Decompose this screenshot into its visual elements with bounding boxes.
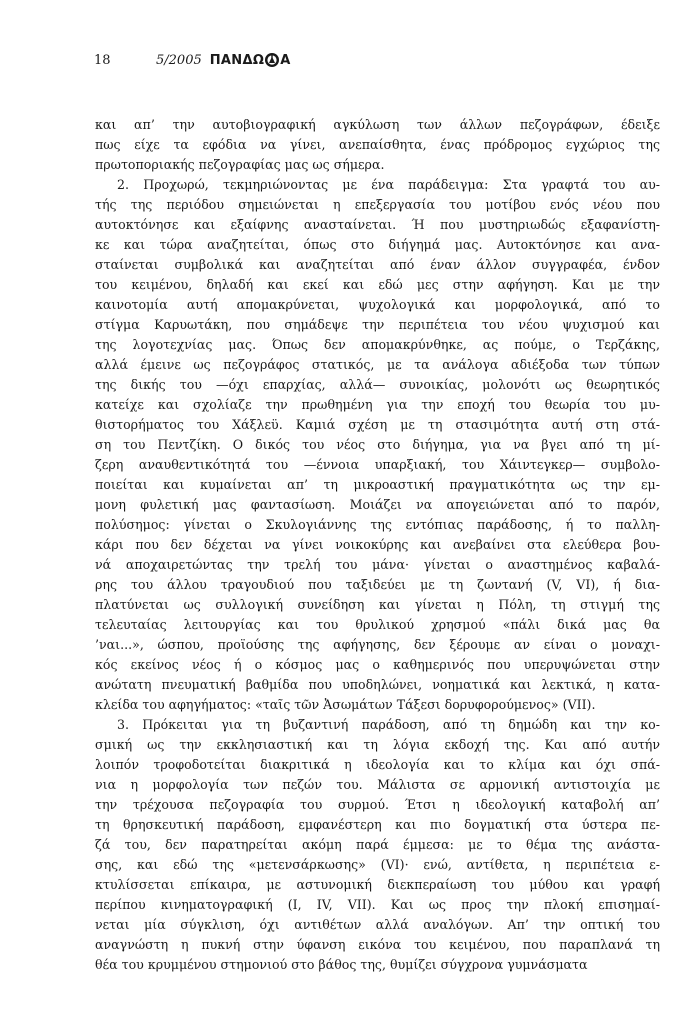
text-line: ζά του, δεν παρατηρείται ακόμη παρά έμμεσα: με το θέμα της ανάστα-	[95, 837, 660, 852]
text-line: ποιείται και κυμαίνεται απ’ τη μικροαστική πραγματικότητα ως την εμ-	[95, 477, 660, 492]
magazine-title-prefix: ΠΑΝΔΩ	[209, 52, 265, 68]
paragraph	[95, 715, 660, 975]
paragraph	[95, 115, 660, 175]
text-line: σταίνεται συμβολικά και αναζητείται από έναν άλλον συγγραφέα, ένδον	[95, 257, 660, 272]
text-line: καινοτομία αυτή απομακρύνεται, ψυχολογικά και μορφολογικά, από το	[95, 297, 660, 312]
text-line: του κειμένου, δηλαδή και εκεί και εδώ μες στην αφήγηση. Και με την	[95, 277, 660, 292]
text-line: κτυλίσσεται επίκαιρα, με αστυνομική διεκπεραίωση του μύθου και γραφή	[95, 877, 660, 892]
text-line: πρωτοποριακής πεζογραφίας μας ως σήμερα.	[95, 157, 385, 172]
text-line: και απ’ την αυτοβιογραφική αγκύλωση των άλλων πεζογράφων, έδειξε	[95, 117, 660, 132]
paragraph	[95, 175, 660, 715]
text-line: σμική ως την εκκλησιαστική και τη λόγια εκδοχή της. Και από αυτήν	[95, 737, 660, 752]
text-line: θέα του κρυμμένου στημονιού στο βάθος της, θυμίζει σύγχρονα γυμνάσματα	[95, 957, 588, 972]
text-line: νια η μορφολογία των πεζών του. Μάλιστα σε αρμονική αντιστοιχία με	[95, 777, 660, 792]
text-line: νεται μία σύγκλιση, όχι αντιθέτων αλλά αναλόγων. Απ’ την οπτική του	[95, 917, 660, 932]
text-line: κάρι που δεν δέχεται να γίνει νοικοκύρης και ανεβαίνει στα ελεύθερα βου-	[95, 537, 660, 552]
text-line: τη θρησκευτική παράδοση, εμφανέστερη και πιο δογματική στα ύστερα πε-	[95, 817, 660, 832]
issue-number: 5/2005	[156, 52, 202, 68]
text-line: της λογοτεχνίας μας. Όπως δεν απομακρύνθηκε, ας πούμε, ο Τερζάκης,	[95, 337, 660, 352]
text-line: νά αποχαιρετώντας την τρελή του μάνα· γίνεται ο αναστημένος καβαλά-	[95, 557, 660, 572]
text-line: μονη φυλετική μας φαντασίωση. Μοιάζει να απογειώνεται από το παρόν,	[95, 497, 660, 512]
pandora-emblem-icon	[264, 52, 280, 68]
text-line: αυτοκτόνησε και εξαίφνης ανασταίνεται. Ή που μυστηριωδώς εξαφανίστη-	[95, 217, 660, 232]
text-line: πλατύνεται ως συλλογική συνείδηση και γίνεται η Πόλη, τη στιγμή της	[95, 597, 660, 612]
text-line: περίπου κινηματογραφική (I, IV, VII). Και ως προς την πλοκή επισημαί-	[95, 897, 660, 912]
text-line: τελευταίας λειτουργίας και του θρυλικού χρησμού «πάλι δικά μας θα	[95, 617, 660, 632]
text-line: ’ναι...», ώσπου, προϊούσης της αφήγησης, δεν ξέρουμε αν είναι ο μοναχι-	[95, 637, 660, 652]
text-line: τής της περιόδου σημειώνεται η επεξεργασία του μοτίβου ενός νέου που	[95, 197, 660, 212]
text-line: λοιπόν τροφοδοτείται διακριτικά η ιδεολογία και το κλίμα και όχι σπά-	[95, 757, 660, 772]
text-line: ση του Πεντζίκη. Ο δικός του νέος στο διήγημα, για να βγει από τη μί-	[95, 437, 660, 452]
text-line: ρης του άλλου τραγουδιού που ταξιδεύει με τη ζωντανή (V, VI), ή δια-	[95, 577, 660, 592]
text-line: κε και τώρα αναζητείται, όπως στο διήγημά μας. Αυτοκτόνησε και ανα-	[95, 237, 660, 252]
text-line: θιστορήματος του Χάξλεϋ. Καμιά σχέση με τη στασιμότητα αυτή στη στά-	[95, 417, 660, 432]
magazine-title-suffix: Α	[280, 52, 291, 68]
text-line: ζερη αναυθεντικότητά του —έννοια υπαρξιακή, του Χάιντεγκερ— συμβολο-	[95, 457, 660, 472]
text-line: ανώτατη πνευματική βαθμίδα που υποδηλώνει, νοηματικά και λεκτικά, η κατα-	[95, 677, 660, 692]
page-number: 18	[94, 52, 111, 68]
magazine-title	[210, 52, 291, 68]
text-line: της δικής του —όχι επαρχίας, αλλά— συνοικίας, μολονότι ως θεωρητικός	[95, 377, 660, 392]
text-line: πως είχε τα εφόδια να γίνει, ανεπαίσθητα, ένας πρόδρομος εγχώριος της	[95, 137, 660, 152]
text-line: την τρέχουσα πεζογραφία του συρμού. Έτσι η ιδεολογική καταβολή απ’	[95, 797, 660, 812]
text-line: σης, και εδώ της «μετενσάρκωσης» (VI)· ενώ, αντίθετα, η περιπέτεια ε-	[95, 857, 660, 872]
text-line: αναγνώστη η πυκνή στην ύφανση εικόνα του κειμένου, που παραπλανά τη	[95, 937, 660, 952]
text-line: πολύσημος: γίνεται ο Σκυλογιάννης της εντόπιας παράδοσης, ή το παλλη-	[95, 517, 660, 532]
text-line: κός εκείνος νέος ή ο κόσμος μας ο καθημερινός που υπερυψώνεται στην	[95, 657, 660, 672]
text-line: 2. Προχωρώ, τεκμηριώνοντας με ένα παράδειγμα: Στα γραφτά του αυ-	[117, 177, 660, 192]
running-header	[94, 52, 291, 68]
article-body	[95, 115, 660, 975]
text-line: κατείχε και σχολίαζε την πρωθημένη για την εποχή του θεωρία του μυ-	[95, 397, 660, 412]
text-line: στίγμα Καρυωτάκη, που σημάδεψε την περιπέτεια του νέου ψυχισμού και	[95, 317, 660, 332]
text-line: αλλά έμεινε ως πεζογράφος στατικός, με τα ανάλογα αδιέξοδα των τύπων	[95, 357, 660, 372]
text-line: κλείδα του αφηγήματος: «ταῖς τῶν Ἀσωμάτων Τάξεσι δορυφορούμενος» (VII).	[95, 697, 596, 712]
text-line: 3. Πρόκειται για τη βυζαντινή παράδοση, από τη δημώδη και την κο-	[117, 717, 660, 732]
